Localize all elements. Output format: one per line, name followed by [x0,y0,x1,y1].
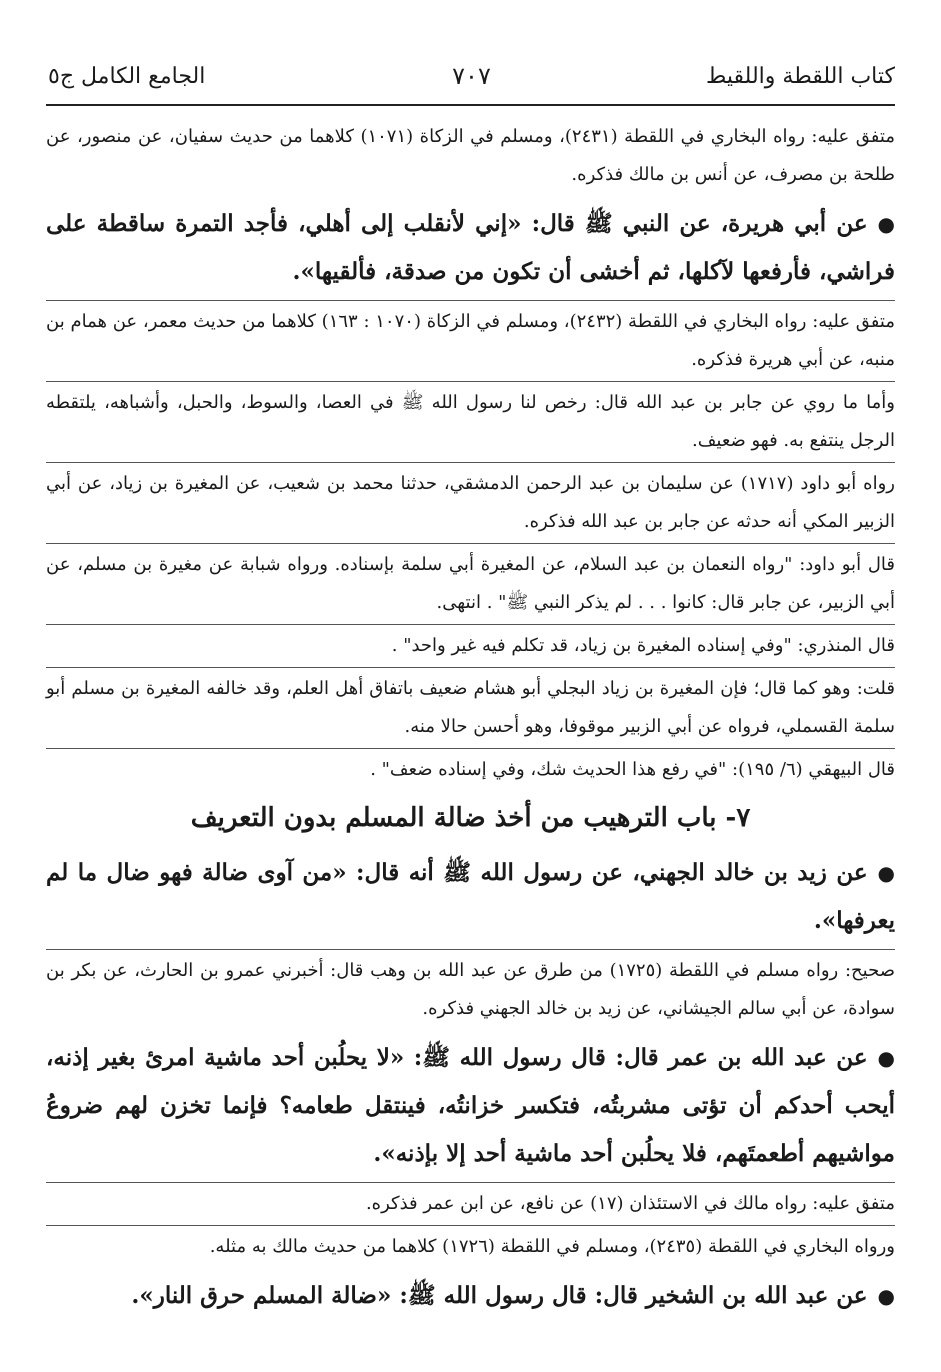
chapter-running-title: كتاب اللقطة واللقيط [706,63,895,89]
header-rule [46,104,895,106]
hadith-text: عن زيد بن خالد الجهني، عن رسول الله ﷺ أنه قال: «من آوى ضالة فهو ضال ما لم يعرفها». [46,859,895,934]
hadith-paragraph [46,1268,895,1324]
bullet-icon: ● [877,1046,895,1070]
chapter-heading: ٧- باب الترهيب من أخذ ضالة المسلم بدون التعريف [190,803,751,833]
hadith-paragraph [46,845,895,949]
page-number: ٧٠٧ [452,62,491,90]
bullet-icon: ● [877,1284,895,1308]
hadith-text: عن عبد الله بن الشخير قال: قال رسول الله ﷺ: «ضالة المسلم حرق النار». [131,1282,868,1309]
hadith-paragraph [46,196,895,300]
hadith-text: عن عبد الله بن عمر قال: قال رسول الله ﷺ: «لا يحلُبن أحد ماشية امرئ بغير إذنه، أيحب أحدكم أن تؤتى مشربتُه، فتكسر خزانتُه، فينتقل طعامه؟ فإنما تخزن لهم ضروعُ مواشيهم أطعمتَهم، فلا يحلُبن أحد ماشية أحد إلا بإذنه». [46,1044,895,1167]
page-content [46,116,895,1324]
book-running-title: الجامع الكامل ج٥ [48,63,206,89]
commentary-paragraph: قال البيهقي (٦/ ١٩٥): "في رفع هذا الحديث شك، وفي إسناده ضعف" . [46,748,895,791]
page-header [48,54,895,98]
bullet-icon: ● [877,212,895,236]
takhrij-paragraph: متفق عليه: رواه البخاري في اللقطة (٢٤٣٢)، ومسلم في الزكاة (١٠٧٠ : ١٦٣) كلاهما من حديث معمر، عن همام بن منبه، عن أبي هريرة فذكره. [46,300,895,381]
hadith-text: عن أبي هريرة، عن النبي ﷺ قال: «إني لأنقلب إلى أهلي، فأجد التمرة ساقطة على فراشي، فأرفعها لآكلها، ثم أخشى أن تكون من صدقة، فألقيها». [46,210,895,285]
commentary-paragraph: رواه أبو داود (١٧١٧) عن سليمان بن عبد الرحمن الدمشقي، حدثنا محمد بن شعيب، عن المغيرة بن زياد، عن أبي الزبير المكي أنه حدثه عن جابر بن عبد الله فذكره. [46,462,895,543]
commentary-paragraph: قال أبو داود: "رواه النعمان بن عبد السلام، عن المغيرة أبي سلمة بإسناده. ورواه شبابة عن مغيرة بن مسلم، عن أبي الزبير، عن جابر قال: كانوا . . . لم يذكر النبي ﷺ" . انتهى. [46,543,895,624]
takhrij-paragraph: متفق عليه: رواه البخاري في اللقطة (٢٤٣١)، ومسلم في الزكاة (١٠٧١) كلاهما من حديث سفيان، عن منصور، عن طلحة بن مصرف، عن أنس بن مالك فذكره. [46,126,895,185]
takhrij-paragraph: صحيح: رواه مسلم في اللقطة (١٧٢٥) من طرق عن عبد الله بن وهب قال: أخبرني عمرو بن الحارث، عن بكر بن سوادة، عن أبي سالم الجيشاني، عن زيد بن خالد الجهني فذكره. [46,949,895,1030]
hadith-paragraph [46,1030,895,1182]
commentary-paragraph: قال المنذري: "وفي إسناده المغيرة بن زياد، قد تكلم فيه غير واحد" . [46,624,895,667]
takhrij-paragraph: ورواه البخاري في اللقطة (٢٤٣٥)، ومسلم في اللقطة (١٧٢٦) كلاهما من حديث مالك به مثله. [46,1225,895,1268]
commentary-paragraph: وأما ما روي عن جابر بن عبد الله قال: رخص لنا رسول الله ﷺ في العصا، والسوط، والحبل، وأشباهه، يلتقطه الرجل ينتفع به. فهو ضعيف. [46,381,895,462]
takhrij-paragraph: متفق عليه: رواه مالك في الاستئذان (١٧) عن نافع، عن ابن عمر فذكره. [46,1182,895,1225]
commentary-paragraph: قلت: وهو كما قال؛ فإن المغيرة بن زياد البجلي أبو هشام ضعيف باتفاق أهل العلم، وقد خالفه المغيرة بن مسلم أبو سلمة القسملي، فرواه عن أبي الزبير موقوفا، وهو أحسن حالا منه. [46,667,895,748]
bullet-icon: ● [877,861,895,885]
